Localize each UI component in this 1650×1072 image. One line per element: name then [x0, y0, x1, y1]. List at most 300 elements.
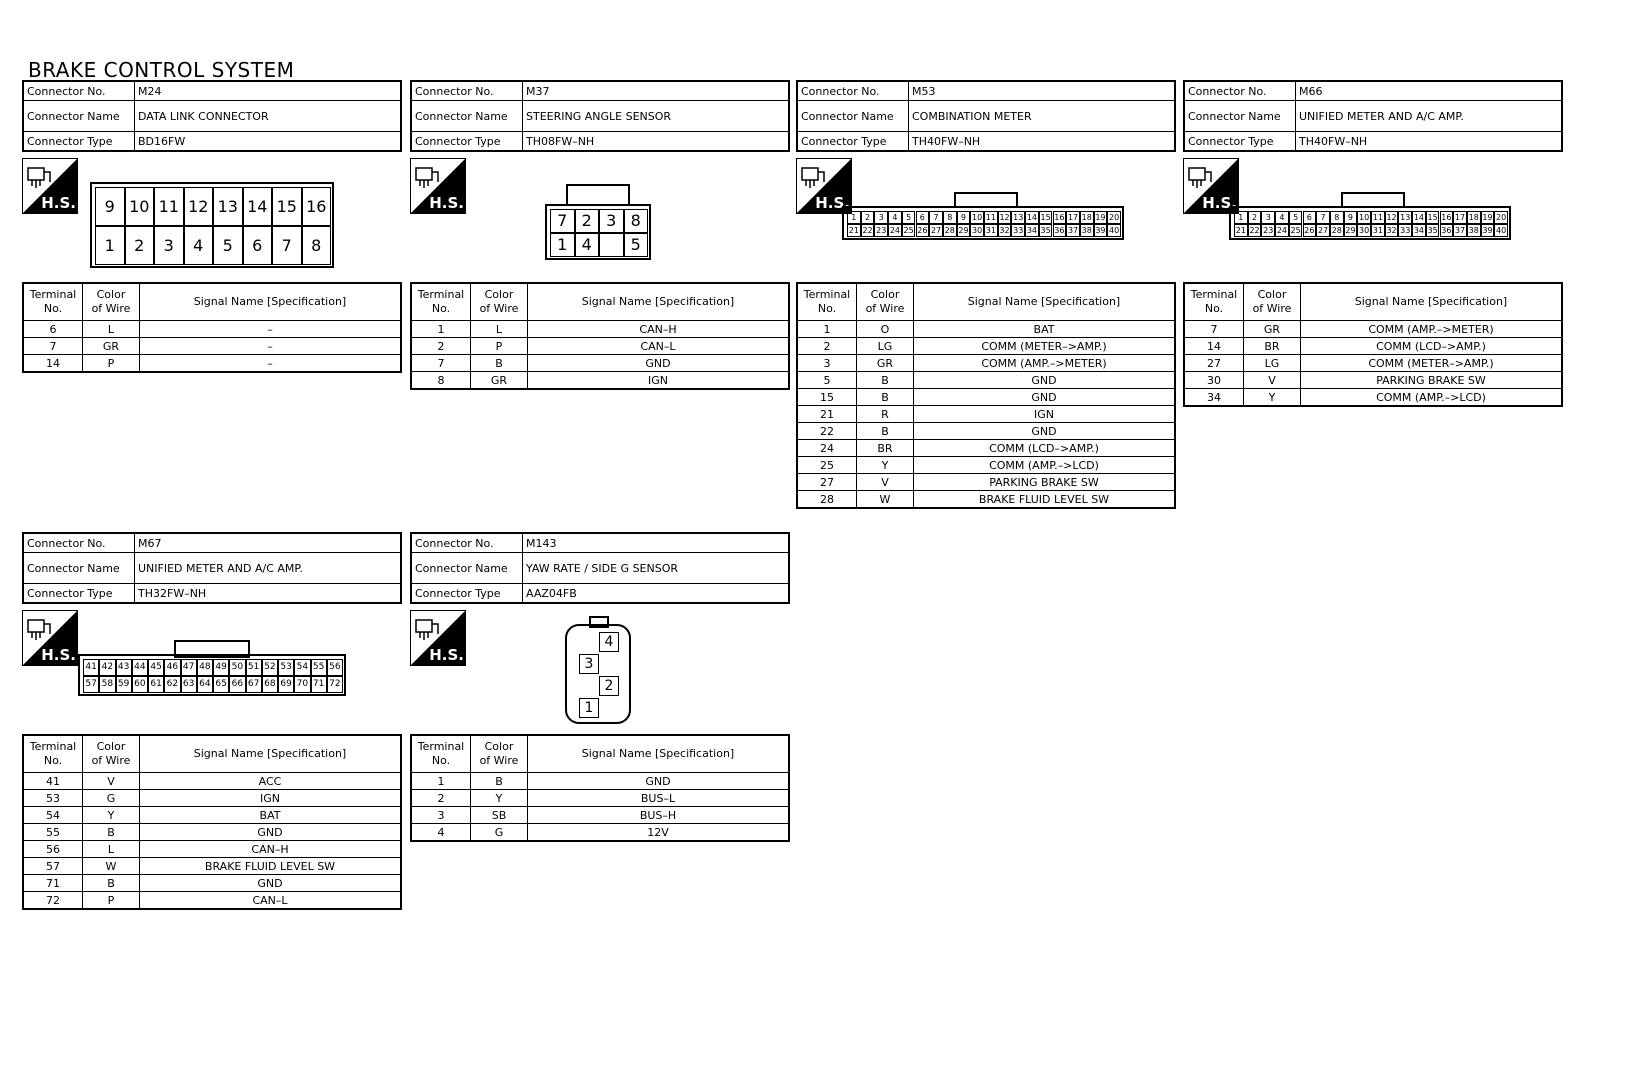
connector-pin: 28: [1331, 226, 1342, 235]
table-row: [23, 858, 401, 875]
connector-pin: 5: [1289, 211, 1303, 224]
terminal-no: 3: [411, 807, 471, 824]
signal-name: COMM (METER–>AMP.): [914, 338, 1176, 355]
terminal-no: 22: [797, 423, 857, 440]
connector-pin: 4: [184, 226, 214, 265]
table-row: [797, 491, 1175, 509]
connector-pin: 3: [874, 211, 888, 224]
connector-pin: 49: [213, 659, 229, 676]
connector-pin: 66: [229, 676, 245, 693]
connector-pin: 22: [862, 226, 873, 235]
connector-pin: 31: [1372, 226, 1383, 235]
wire-color: G: [83, 790, 140, 807]
connector-pin: 17: [1067, 213, 1079, 222]
terminal-no: 24: [797, 440, 857, 457]
wire-color: P: [83, 892, 140, 910]
signal-name: 12V: [528, 824, 790, 842]
col-color-header: Color of Wire: [471, 283, 528, 321]
connector-pin: 1: [550, 233, 575, 257]
connector-pin: 9: [95, 187, 125, 226]
terminal-no: 7: [23, 338, 83, 355]
wire-color: Y: [1244, 389, 1301, 407]
table-row: [23, 807, 401, 824]
table-row: [797, 474, 1175, 491]
info-value: TH08FW–NH: [523, 132, 790, 152]
signal-name: COMM (AMP.–>METER): [1301, 321, 1563, 338]
connector-pin: 37: [1067, 226, 1079, 235]
connector-face: [842, 206, 1124, 240]
info-label: Connector Name: [411, 101, 523, 132]
connector-pin: 22: [1249, 226, 1260, 235]
signal-name: BRAKE FLUID LEVEL SW: [140, 858, 402, 875]
table-row: [1184, 338, 1562, 355]
connector-pin: 40: [1496, 226, 1507, 235]
signal-name: COMM (LCD–>AMP.): [1301, 338, 1563, 355]
wire-color: B: [471, 773, 528, 790]
table-row: [23, 338, 401, 355]
terminal-no: 1: [797, 321, 857, 338]
info-value: M66: [1296, 81, 1563, 101]
terminal-no: 25: [797, 457, 857, 474]
terminal-no: 30: [1184, 372, 1244, 389]
connector-pin: 18: [1468, 213, 1479, 222]
connector-pin: 4: [575, 233, 600, 257]
wire-color: BR: [857, 440, 914, 457]
col-color-header: Color of Wire: [83, 735, 140, 773]
connector-pin: 37: [1454, 226, 1466, 235]
connector-pin: 71: [311, 676, 327, 693]
signal-name: BAT: [140, 807, 402, 824]
connector-info-table: [1183, 80, 1563, 152]
connector-diagram: [410, 152, 790, 282]
connector-face: [1229, 206, 1511, 240]
col-terminal-header: Terminal No.: [1184, 283, 1244, 321]
signal-name: GND: [914, 423, 1176, 440]
connector-block: [410, 532, 790, 839]
connector-pin: 28: [944, 226, 955, 235]
table-row: [23, 773, 401, 790]
wire-color: Y: [857, 457, 914, 474]
col-signal-header: Signal Name [Specification]: [528, 735, 790, 773]
terminal-no: 55: [23, 824, 83, 841]
wire-color: LG: [1244, 355, 1301, 372]
connector-pin: 11: [985, 213, 996, 222]
connector-pin: 29: [1345, 226, 1356, 235]
terminal-no: 27: [1184, 355, 1244, 372]
terminal-no: 71: [23, 875, 83, 892]
terminal-no: 6: [23, 321, 83, 338]
connector-pin: 65: [213, 676, 229, 693]
signal-name: CAN–H: [140, 841, 402, 858]
signal-name: –: [140, 355, 402, 373]
connector-pin: 39: [1482, 226, 1493, 235]
info-value: BD16FW: [135, 132, 402, 152]
info-value: TH32FW–NH: [135, 584, 402, 604]
terminal-no: 1: [411, 773, 471, 790]
signal-name: PARKING BRAKE SW: [1301, 372, 1563, 389]
info-label: Connector Type: [1184, 132, 1296, 152]
connector-pin: 33: [1013, 226, 1024, 235]
connector-pin: 50: [229, 659, 245, 676]
table-row: [1184, 389, 1562, 407]
table-row: [797, 406, 1175, 423]
connector-latch: [566, 184, 630, 206]
wire-color: GR: [1244, 321, 1301, 338]
info-value: M37: [523, 81, 790, 101]
connector-face: [545, 204, 651, 260]
connector-pin: 1: [847, 211, 861, 224]
col-signal-header: Signal Name [Specification]: [140, 283, 402, 321]
harness-side-icon: [410, 610, 466, 666]
connector-pin: 9: [957, 211, 971, 224]
col-terminal-header: Terminal No.: [23, 283, 83, 321]
connector-pin: 4: [888, 211, 902, 224]
wire-color: Y: [83, 807, 140, 824]
connector-pin: 10: [1359, 213, 1370, 222]
connector-pin: 6: [1303, 211, 1317, 224]
table-row: [797, 440, 1175, 457]
col-signal-header: Signal Name [Specification]: [140, 735, 402, 773]
wire-color: SB: [471, 807, 528, 824]
signal-name: GND: [140, 875, 402, 892]
connector-pin: 47: [181, 659, 197, 676]
wire-color: L: [83, 841, 140, 858]
table-row: [411, 338, 789, 355]
connector-pin: 23: [1263, 226, 1274, 235]
info-label: Connector No.: [797, 81, 909, 101]
col-color-header: Color of Wire: [1244, 283, 1301, 321]
terminal-table: [410, 734, 790, 842]
connector-info-table: [410, 80, 790, 152]
info-value: DATA LINK CONNECTOR: [135, 101, 402, 132]
connector-pin: [599, 233, 624, 257]
connector-pin: 25: [903, 226, 914, 235]
connector-pin: 36: [1441, 226, 1452, 235]
connector-pin: 53: [278, 659, 294, 676]
col-color-header: Color of Wire: [857, 283, 914, 321]
info-label: Connector Type: [23, 132, 135, 152]
connector-pin: 62: [164, 676, 180, 693]
signal-name: –: [140, 321, 402, 338]
wire-color: L: [471, 321, 528, 338]
terminal-no: 28: [797, 491, 857, 509]
signal-name: ACC: [140, 773, 402, 790]
connector-pin: 39: [1095, 226, 1106, 235]
connector-pin: 26: [1304, 226, 1315, 235]
connector-pin: 61: [148, 676, 164, 693]
connector-diagram: [410, 604, 790, 734]
terminal-no: 7: [1184, 321, 1244, 338]
connector-pin: 52: [262, 659, 278, 676]
hs-label: H.S.: [1202, 194, 1237, 212]
wire-color: B: [471, 355, 528, 372]
wire-color: L: [83, 321, 140, 338]
info-value: M67: [135, 533, 402, 553]
connector-diagram: [796, 152, 1176, 282]
wire-color: O: [857, 321, 914, 338]
connector-pin: 1: [1234, 211, 1248, 224]
info-value: M143: [523, 533, 790, 553]
connector-pin: 11: [154, 187, 184, 226]
wire-color: P: [83, 355, 140, 373]
info-value: TH40FW–NH: [1296, 132, 1563, 152]
connector-pin: 55: [311, 659, 327, 676]
info-value: COMBINATION METER: [909, 101, 1176, 132]
terminal-no: 2: [411, 338, 471, 355]
info-label: Connector Name: [23, 553, 135, 584]
connector-pin: 48: [197, 659, 213, 676]
table-row: [411, 824, 789, 842]
connector-info-table: [22, 532, 402, 604]
connector-pin: 15: [1427, 213, 1438, 222]
terminal-no: 72: [23, 892, 83, 910]
signal-name: COMM (AMP.–>METER): [914, 355, 1176, 372]
col-terminal-header: Terminal No.: [797, 283, 857, 321]
table-row: [23, 841, 401, 858]
info-value: STEERING ANGLE SENSOR: [523, 101, 790, 132]
connector-pin: 20: [1109, 213, 1120, 222]
connector-pin: 8: [302, 226, 332, 265]
table-row: [797, 389, 1175, 406]
table-row: [797, 457, 1175, 474]
connector-pin: 51: [246, 659, 262, 676]
connector-pin: 19: [1482, 213, 1493, 222]
info-value: AAZ04FB: [523, 584, 790, 604]
info-value: UNIFIED METER AND A/C AMP.: [135, 553, 402, 584]
table-row: [23, 355, 401, 373]
wire-color: P: [471, 338, 528, 355]
col-signal-header: Signal Name [Specification]: [528, 283, 790, 321]
col-terminal-header: Terminal No.: [23, 735, 83, 773]
connector-pin: 35: [1040, 226, 1051, 235]
connector-pin: 68: [262, 676, 278, 693]
wire-color: GR: [471, 372, 528, 390]
info-label: Connector Name: [797, 101, 909, 132]
connector-pin: 24: [1276, 226, 1288, 235]
terminal-no: 8: [411, 372, 471, 390]
connector-pin: 7: [550, 209, 575, 233]
terminal-no: 53: [23, 790, 83, 807]
connector-pin: 25: [1290, 226, 1301, 235]
signal-name: –: [140, 338, 402, 355]
hs-label: H.S.: [41, 646, 76, 664]
signal-name: IGN: [914, 406, 1176, 423]
connector-pin: 34: [1026, 226, 1038, 235]
info-label: Connector Name: [23, 101, 135, 132]
table-row: [411, 372, 789, 390]
wire-color: V: [857, 474, 914, 491]
info-label: Connector Type: [797, 132, 909, 152]
connector-pin: 36: [1054, 226, 1065, 235]
terminal-no: 2: [411, 790, 471, 807]
signal-name: COMM (LCD–>AMP.): [914, 440, 1176, 457]
connector-pin: 8: [943, 211, 957, 224]
info-label: Connector No.: [411, 81, 523, 101]
terminal-no: 57: [23, 858, 83, 875]
connector-pin: 15: [272, 187, 302, 226]
connector-pin: 8: [624, 209, 649, 233]
table-row: [1184, 321, 1562, 338]
connector-pin: 6: [243, 226, 273, 265]
connector-pin: 59: [116, 676, 132, 693]
table-row: [23, 824, 401, 841]
info-label: Connector No.: [411, 533, 523, 553]
connector-pin: 2: [599, 676, 619, 696]
signal-name: BRAKE FLUID LEVEL SW: [914, 491, 1176, 509]
connector-pin: 5: [624, 233, 649, 257]
connector-pin: 69: [278, 676, 294, 693]
harness-side-icon: [410, 158, 466, 214]
signal-name: GND: [914, 389, 1176, 406]
terminal-no: 27: [797, 474, 857, 491]
terminal-no: 14: [23, 355, 83, 373]
table-row: [411, 321, 789, 338]
connector-face: [78, 654, 346, 696]
terminal-table: [796, 282, 1176, 509]
table-row: [23, 892, 401, 910]
connector-pin: 31: [985, 226, 996, 235]
wire-color: LG: [857, 338, 914, 355]
signal-name: COMM (AMP.–>LCD): [1301, 389, 1563, 407]
info-value: M53: [909, 81, 1176, 101]
wire-color: W: [83, 858, 140, 875]
connector-pin: 44: [132, 659, 148, 676]
signal-name: GND: [140, 824, 402, 841]
signal-name: IGN: [528, 372, 790, 390]
connector-diagram: [1183, 152, 1563, 282]
connector-pin: 10: [125, 187, 155, 226]
info-label: Connector Type: [411, 584, 523, 604]
info-label: Connector No.: [23, 81, 135, 101]
signal-name: COMM (AMP.–>LCD): [914, 457, 1176, 474]
table-row: [1184, 372, 1562, 389]
connector-pin: 45: [148, 659, 164, 676]
connector-pin: 9: [1344, 211, 1358, 224]
connector-pin: 27: [1317, 226, 1329, 235]
connector-face: [90, 182, 334, 268]
connector-pin: 11: [1372, 213, 1383, 222]
connector-pin: 38: [1081, 226, 1092, 235]
terminal-no: 21: [797, 406, 857, 423]
connector-pin: 26: [917, 226, 928, 235]
connector-pin: 18: [1081, 213, 1092, 222]
terminal-no: 3: [797, 355, 857, 372]
connector-pin: 19: [1095, 213, 1106, 222]
terminal-no: 34: [1184, 389, 1244, 407]
wire-color: Y: [471, 790, 528, 807]
hs-label: H.S.: [429, 194, 464, 212]
table-row: [411, 355, 789, 372]
connector-pin: 14: [243, 187, 273, 226]
connector-pin: 17: [1454, 213, 1466, 222]
connector-pin: 60: [132, 676, 148, 693]
signal-name: IGN: [140, 790, 402, 807]
wire-color: B: [857, 389, 914, 406]
connector-block: [410, 80, 790, 387]
connector-pin: 30: [972, 226, 983, 235]
connector-pin: 46: [164, 659, 180, 676]
connector-pin: 32: [1386, 226, 1397, 235]
connector-pin: 5: [213, 226, 243, 265]
connector-latch: [589, 616, 609, 628]
terminal-no: 5: [797, 372, 857, 389]
signal-name: CAN–L: [528, 338, 790, 355]
col-color-header: Color of Wire: [471, 735, 528, 773]
connector-pin: 34: [1413, 226, 1425, 235]
hs-label: H.S.: [41, 194, 76, 212]
connector-block: [1183, 80, 1563, 404]
connector-pin: 3: [599, 209, 624, 233]
connector-pin: 2: [1248, 211, 1262, 224]
wire-color: BR: [1244, 338, 1301, 355]
connector-pin: 2: [861, 211, 875, 224]
connector-pin: 12: [999, 213, 1010, 222]
connector-pin: 20: [1496, 213, 1507, 222]
wire-color: B: [857, 423, 914, 440]
connector-pin: 30: [1359, 226, 1370, 235]
connector-pin: 3: [1261, 211, 1275, 224]
wire-color: B: [857, 372, 914, 389]
connector-pin: 63: [181, 676, 197, 693]
table-row: [23, 321, 401, 338]
connector-pin: 2: [575, 209, 600, 233]
signal-name: CAN–H: [528, 321, 790, 338]
table-row: [797, 372, 1175, 389]
col-terminal-header: Terminal No.: [411, 735, 471, 773]
connector-pin: 67: [246, 676, 262, 693]
col-color-header: Color of Wire: [83, 283, 140, 321]
terminal-no: 15: [797, 389, 857, 406]
wire-color: B: [83, 824, 140, 841]
connector-pin: 56: [327, 659, 343, 676]
signal-name: COMM (METER–>AMP.): [1301, 355, 1563, 372]
info-label: Connector Name: [411, 553, 523, 584]
table-row: [411, 790, 789, 807]
connector-pin: 21: [848, 226, 859, 235]
connector-pin: 72: [327, 676, 343, 693]
harness-side-icon: [22, 610, 78, 666]
connector-pin: 2: [125, 226, 155, 265]
info-value: TH40FW–NH: [909, 132, 1176, 152]
connector-pin: 4: [599, 632, 619, 652]
connector-info-table: [410, 532, 790, 604]
terminal-no: 56: [23, 841, 83, 858]
connector-diagram: [22, 152, 402, 282]
table-row: [23, 875, 401, 892]
connector-pin: 1: [579, 698, 599, 718]
connector-pin: 33: [1400, 226, 1411, 235]
info-label: Connector Name: [1184, 101, 1296, 132]
terminal-no: 1: [411, 321, 471, 338]
connector-pin: 13: [213, 187, 243, 226]
connector-pin: 38: [1468, 226, 1479, 235]
signal-name: GND: [528, 355, 790, 372]
terminal-no: 54: [23, 807, 83, 824]
signal-name: GND: [914, 372, 1176, 389]
connector-info-table: [796, 80, 1176, 152]
wire-color: V: [83, 773, 140, 790]
page-title: BRAKE CONTROL SYSTEM: [28, 58, 295, 82]
connector-pin: 41: [83, 659, 99, 676]
terminal-no: 41: [23, 773, 83, 790]
signal-name: CAN–L: [140, 892, 402, 910]
info-label: Connector Type: [411, 132, 523, 152]
terminal-no: 7: [411, 355, 471, 372]
connector-pin: 70: [294, 676, 310, 693]
connector-pin: 43: [116, 659, 132, 676]
connector-pin: 6: [916, 211, 930, 224]
info-value: UNIFIED METER AND A/C AMP.: [1296, 101, 1563, 132]
